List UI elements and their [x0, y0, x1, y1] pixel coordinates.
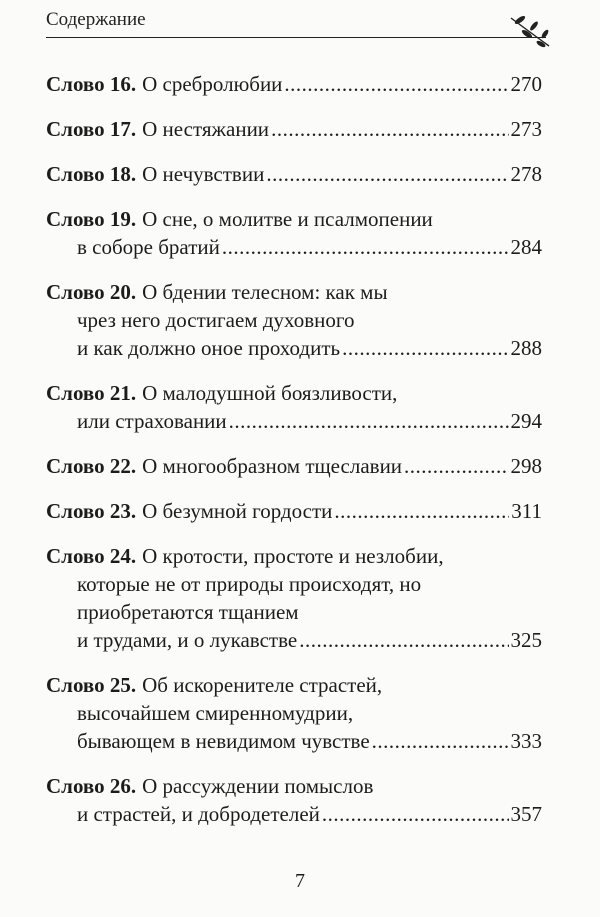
toc-entry-page: 357 — [510, 802, 542, 826]
running-header: Содержание — [46, 9, 146, 30]
toc-entry-title: О многообразном тщеславии — [142, 454, 403, 478]
toc-entry-page: 311 — [511, 499, 542, 523]
toc-entry-title: чрез него достигаем духовного — [77, 308, 355, 332]
toc-entry[interactable] — [46, 70, 542, 98]
toc-entry-continuation-line — [46, 800, 542, 828]
page-number: 7 — [295, 870, 305, 892]
dot-leader — [284, 70, 508, 98]
toc-entry-continuation-line — [46, 570, 542, 598]
toc-entry-first-line — [46, 160, 542, 188]
toc-entry-label: Слово 22. — [46, 454, 137, 478]
toc-entry-title: и как должно оное проходить — [77, 336, 341, 360]
toc-entry-title: О малодушной боязливости, — [142, 381, 398, 405]
dot-leader — [322, 800, 509, 828]
toc-entry-first-line — [46, 278, 542, 306]
dot-leader — [299, 626, 508, 654]
toc-entry[interactable] — [46, 542, 542, 654]
olive-branch-icon — [507, 14, 555, 50]
toc-entry[interactable] — [46, 115, 542, 143]
toc-entry-continuation-line — [46, 626, 542, 654]
toc-entry-title: в соборе братий — [77, 235, 220, 259]
dot-leader — [404, 452, 508, 480]
toc-entry[interactable] — [46, 671, 542, 755]
dot-leader — [372, 727, 509, 755]
toc-entry-page: 278 — [510, 162, 542, 186]
toc-entry-label: Слово 20. — [46, 280, 137, 304]
toc-entry-page: 294 — [510, 409, 542, 433]
toc-entry-title: О рассуждении помыслов — [142, 774, 374, 798]
toc-entry-continuation-line — [46, 727, 542, 755]
toc-entry-label: Слово 25. — [46, 673, 137, 697]
toc-entry-first-line — [46, 542, 542, 570]
toc-entry-continuation-line — [46, 598, 542, 626]
toc-entry-label: Слово 24. — [46, 544, 137, 568]
toc-entry-first-line — [46, 70, 542, 98]
toc-entry[interactable] — [46, 160, 542, 188]
toc-entry-page: 333 — [510, 729, 542, 753]
dot-leader — [266, 160, 508, 188]
toc-entry[interactable] — [46, 452, 542, 480]
toc-entry-title: О бдении телесном: как мы — [142, 280, 388, 304]
toc-entry-page: 298 — [510, 454, 542, 478]
toc-entry-page: 288 — [510, 336, 542, 360]
header-rule — [46, 37, 546, 38]
table-of-contents — [46, 70, 542, 845]
toc-entry-first-line — [46, 497, 542, 525]
toc-entry[interactable] — [46, 205, 542, 261]
toc-entry-title: приобретаются тщанием — [77, 600, 299, 624]
toc-entry-title: бывающем в невидимом чувстве — [77, 729, 370, 753]
toc-entry[interactable] — [46, 497, 542, 525]
toc-entry-label: Слово 21. — [46, 381, 137, 405]
toc-entry-title: О безумной гордости — [142, 499, 333, 523]
toc-entry-title: О нечувствии — [142, 162, 265, 186]
dot-leader — [229, 407, 509, 435]
toc-entry-first-line — [46, 671, 542, 699]
toc-entry-title: которые не от природы происходят, но — [77, 572, 422, 596]
toc-entry[interactable] — [46, 278, 542, 362]
toc-entry-title: О нестяжании — [142, 117, 270, 141]
dot-leader — [342, 334, 508, 362]
toc-entry-first-line — [46, 115, 542, 143]
dot-leader — [271, 115, 508, 143]
toc-entry-label: Слово 18. — [46, 162, 137, 186]
toc-entry[interactable] — [46, 379, 542, 435]
toc-entry-label: Слово 26. — [46, 774, 137, 798]
toc-entry-title: Об искоренителе страстей, — [142, 673, 383, 697]
toc-entry-continuation-line — [46, 407, 542, 435]
toc-entry-page: 270 — [510, 72, 542, 96]
toc-entry-label: Слово 23. — [46, 499, 137, 523]
toc-entry-page: 325 — [510, 628, 542, 652]
toc-entry-first-line — [46, 772, 542, 800]
toc-entry-first-line — [46, 379, 542, 407]
toc-entry-label: Слово 19. — [46, 207, 137, 231]
toc-entry-label: Слово 16. — [46, 72, 137, 96]
toc-entry-first-line — [46, 205, 542, 233]
toc-entry-title: или страховании — [77, 409, 227, 433]
toc-entry-title: и трудами, и о лукавстве — [77, 628, 298, 652]
toc-entry-first-line — [46, 452, 542, 480]
dot-leader — [222, 233, 509, 261]
toc-entry-continuation-line — [46, 233, 542, 261]
toc-entry-title: О сне, о молитве и псалмопении — [142, 207, 433, 231]
toc-entry-continuation-line — [46, 334, 542, 362]
toc-entry-page: 273 — [510, 117, 542, 141]
toc-entry[interactable] — [46, 772, 542, 828]
toc-entry-title: и страстей, и добродетелей — [77, 802, 320, 826]
toc-entry-page: 284 — [510, 235, 542, 259]
toc-entry-title: О сребролюбии — [142, 72, 283, 96]
toc-entry-continuation-line — [46, 306, 542, 334]
dot-leader — [334, 497, 509, 525]
toc-entry-label: Слово 17. — [46, 117, 137, 141]
toc-entry-continuation-line — [46, 699, 542, 727]
toc-entry-title: О кротости, простоте и незлобии, — [142, 544, 444, 568]
toc-entry-title: высочайшем смиренномудрии, — [77, 701, 354, 725]
